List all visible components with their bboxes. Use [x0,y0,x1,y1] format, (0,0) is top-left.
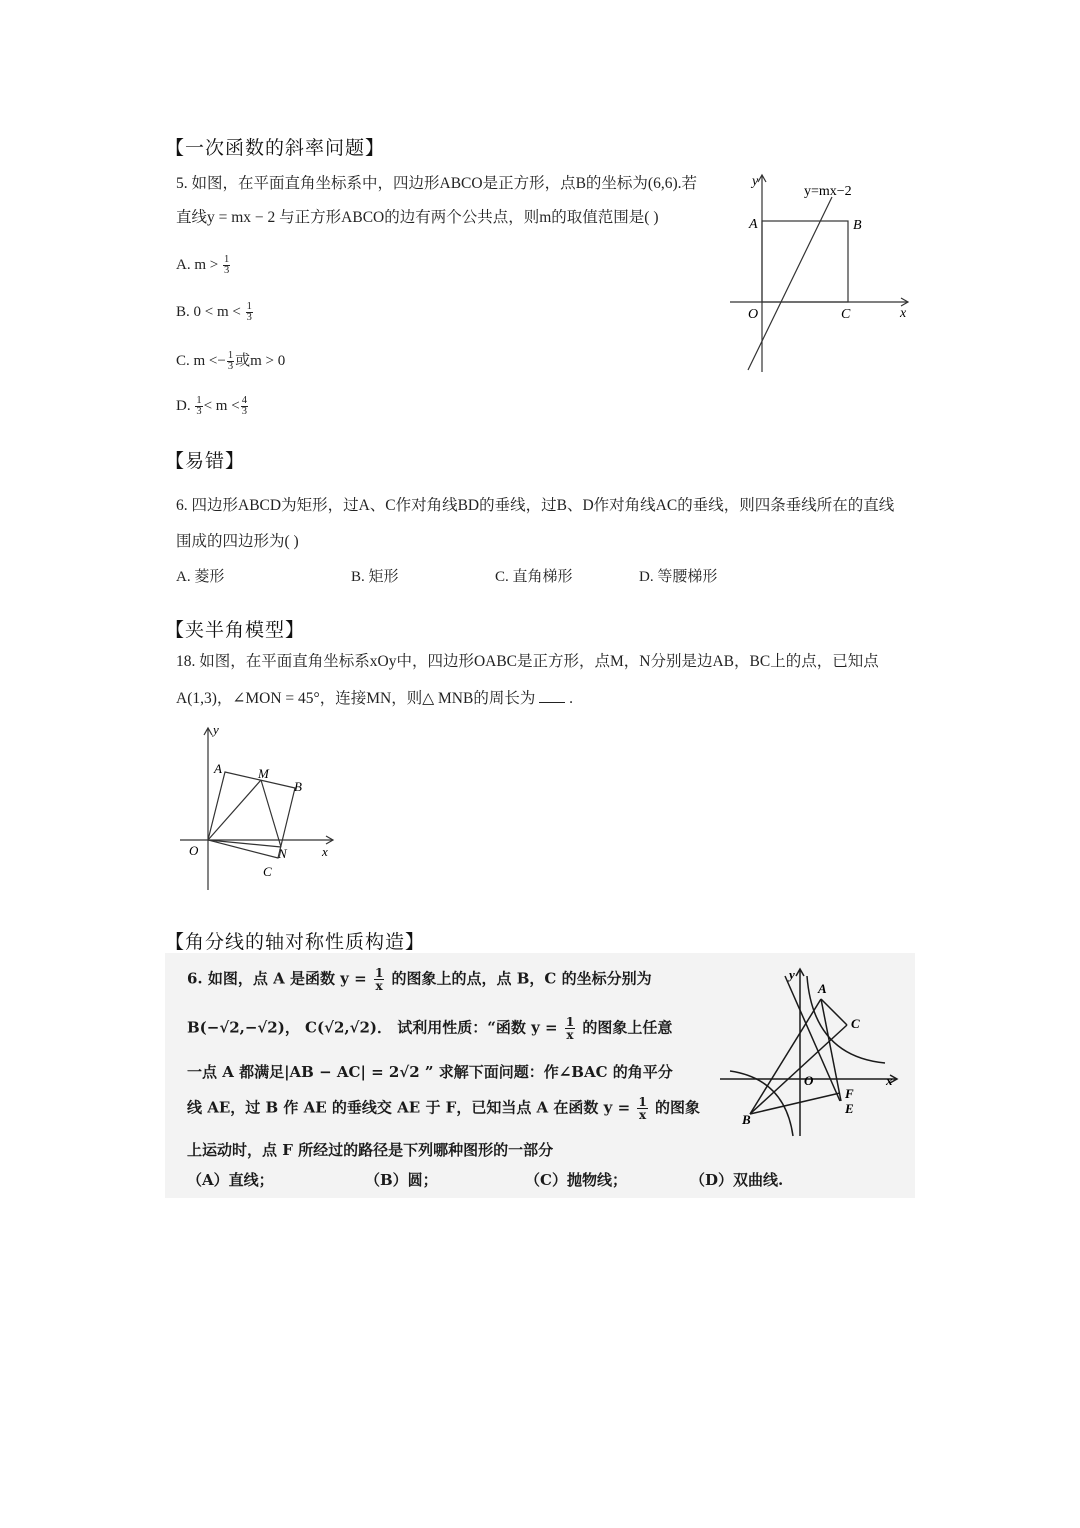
label-x: x [900,306,907,321]
scan-text: 的图象上的点，点 B，C 的坐标分别为 [391,969,652,988]
numerator: 1 [374,966,384,980]
denominator: 3 [196,406,202,417]
denominator: x [375,979,383,993]
label-line-eq: y=mx−2 [804,184,852,199]
denominator: 3 [246,312,252,323]
segment-ba [750,999,821,1114]
label-c: C [851,1016,860,1031]
label-o: O [804,1073,814,1088]
fraction [374,967,384,992]
option-a: A. 菱形 [176,569,225,585]
scan-text: 的图象 [654,1098,700,1117]
label-y: y [752,174,759,189]
square-abco [762,221,848,302]
question-18-line-1: 18. 如图，在平面直角坐标系xOy中，四边形OABC是正方形，点M，N分别是边AB，BC上的点，已知点 [176,653,879,670]
option-a [176,255,231,276]
option-b-text: B. 0 < m < [176,303,241,320]
label-x: x [886,1073,893,1088]
label-a: A [214,761,222,776]
numerator: 1 [227,350,234,362]
label-e: E [845,1101,854,1116]
label-a: A [818,981,827,996]
square-line-figure [720,165,920,380]
scanned-question-image [165,953,915,1198]
label-y: y [213,722,219,737]
perpendicular-bf [750,1093,840,1114]
label-x: x [322,844,328,859]
section-heading-angle-bisector: 【角分线的轴对称性质构造】 [165,932,426,953]
question-6-line-1: 6. 四边形ABCD为矩形，过A、C作对角线BD的垂线，过B、D作对角线AC的垂线，则四条垂线所在的直线 [176,497,895,514]
half-angle-figure [170,720,345,895]
section-heading-error-prone: 【易错】 [165,451,246,472]
scan-line-5: 上运动时，点 F 所经过的路径是下列哪种图形的一部分 [187,1141,554,1159]
label-b: B [742,1112,751,1127]
scan-line-4 [187,1096,700,1121]
label-a: A [749,217,758,232]
question-6-line-2: 围成的四边形为( ) [176,533,299,550]
numerator: 1 [246,301,252,312]
fraction [241,396,248,417]
label-o: O [748,307,759,322]
hyperbola-bisector-figure [715,961,910,1141]
label-b: B [853,218,862,233]
scan-text: 线 AE，过 B 作 AE 的垂线交 AE 于 F，已知当点 A 在函数 y = [187,1098,631,1117]
numerator: 1 [223,254,230,265]
numerator: 1 [638,1095,647,1109]
scan-option-b: （B）圆； [365,1171,438,1189]
option-c-text: C. m <− [176,353,226,369]
scan-option-d: （D）双曲线. [690,1171,784,1189]
scan-option-c: （C）抛物线； [525,1171,627,1189]
answer-blank [539,701,565,703]
numerator: 4 [241,395,247,406]
label-n: N [278,846,287,861]
label-f: F [845,1086,854,1101]
fraction [246,302,253,323]
question-18-tail: . [569,690,573,707]
option-b [176,302,254,323]
numerator: 1 [565,1015,575,1029]
line-y-mx-2 [748,197,832,370]
segment-bc [750,1025,847,1114]
scan-line-2 [187,1016,672,1041]
scan-text: 6. 如图，点 A 是函数 y = [187,969,367,988]
fraction [227,351,234,372]
label-o: O [189,843,199,858]
label-y: y [789,967,795,982]
fraction [565,1016,575,1041]
question-5-line-1: 5. 如图，在平面直角坐标系中，四边形ABCO是正方形，点B的坐标为(6,6).若 [176,175,697,192]
fraction [637,1096,647,1121]
numerator: 1 [196,395,202,406]
label-c: C [841,307,851,322]
option-c: C. 直角梯形 [495,569,573,585]
option-d: D. 等腰梯形 [639,569,718,585]
denominator: 3 [223,265,230,276]
label-b: B [294,779,302,794]
option-b: B. 矩形 [351,569,399,585]
option-c [176,349,285,372]
scan-text: B(−√2,−√2)， C(√2,√2)． 试利用性质：“函数 y = [187,1018,558,1037]
denominator: 3 [241,406,247,417]
question-18-line-2 [176,686,573,708]
question-5-line-2: 直线y = mx − 2 与正方形ABCO的边有两个公共点，则m的取值范围是( ) [176,209,659,226]
denominator: x [566,1028,574,1042]
fraction [195,396,202,417]
label-m: M [258,766,269,781]
question-18-text: A(1,3)，∠MON = 45°，连接MN，则△ MNB的周长为 [176,690,536,707]
option-a-text: A. m > [176,256,219,273]
scan-line-3: 一点 A 都满足|AB − AC| = 2√2 ” 求解下面问题：作∠BAC 的角平分 [187,1063,673,1081]
scan-option-a: （A）直线； [187,1171,274,1189]
scan-line-1 [187,967,652,992]
option-d-text: D. [176,397,191,414]
fraction [223,255,230,276]
label-c: C [263,864,272,879]
bisector-ae [821,999,841,1101]
section-heading-half-angle: 【夹半角模型】 [165,620,306,641]
scan-text: 的图象上任意 [582,1018,673,1037]
option-d [176,396,249,417]
option-d-mid: < m < [203,397,240,414]
denominator: 3 [227,361,234,373]
segment-on [208,840,281,847]
option-c-tail: 或m > 0 [235,353,286,369]
segment-mn [261,780,281,847]
section-heading-slope: 【一次函数的斜率问题】 [165,138,386,159]
denominator: x [638,1108,647,1122]
